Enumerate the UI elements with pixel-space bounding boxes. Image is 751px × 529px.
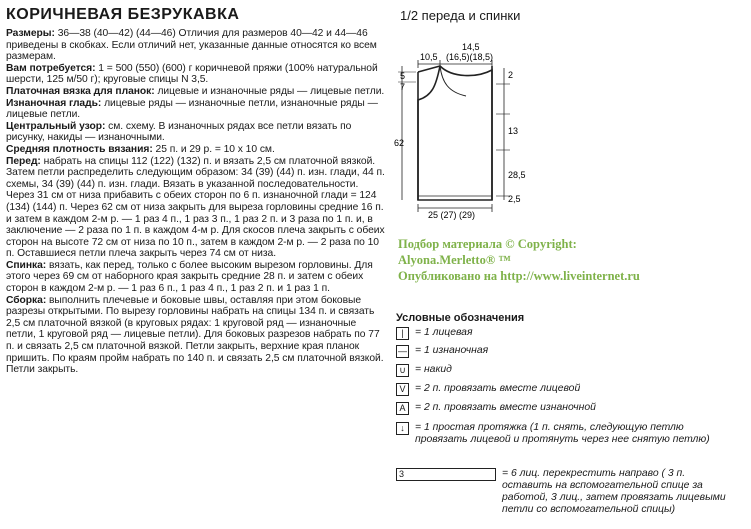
schematic-title: 1/2 переда и спинки xyxy=(400,8,521,23)
paragraph-front: Перед: набрать на спицы 112 (122) (132) п. и вязать 2,5 см платочной вязкой. Затем петли распределить следующим образом: 34 (39) (44) п. изн. глади, 44 п. схемы, 34 (39) (44) п. изн. глади. Вязать в указанной последовательности. Через 31 см от низа прибавить с обеих сторон по 6 п. изнаночной глади = 124 (134) (144) п. Через 62 см от низа закрыть для выреза горловины средние 16 п. и затем в каждом 2-м р. — 1 раз 4 п., 1 раз 3 п., 1 раз 2 п. и 3 раза по 1 п. и, в заключение — 2 раза по 1 п. в каждом 4-м р. Для скосов плеча закрыть с обеих сторон на высоте 72 см от низа по 10 п., затем в каждом 2-м р. — 2 раза по 10 п. Оставшиеся петли плеча закрыть через 74 см от низа. xyxy=(6,155,385,260)
dim-left-5: 5 xyxy=(400,71,406,81)
paragraph-reverse-stockinette: Изнаночная гладь: лицевые ряды — изнаночные петли, изнаночные ряды — лицевые петли. xyxy=(6,97,378,121)
dim-right-2-5: 2,5 xyxy=(508,194,521,204)
sk2p-symbol-icon: ↓ xyxy=(396,422,409,435)
legend-item-purl: — = 1 изнаночная xyxy=(398,345,489,356)
dim-left-62: 62 xyxy=(394,138,405,148)
legend-item-knit: | = 1 лицевая xyxy=(396,327,473,340)
page-title: КОРИЧНЕВАЯ БЕЗРУКАВКА xyxy=(6,6,240,23)
paragraph-central-pattern: Центральный узор: см. схему. В изнаночных рядах все петли вязать по рисунку, накиды — изнаночными. xyxy=(6,120,352,144)
legend-item-sk2p: ↓ = 1 простая протяжка (1 п. снять, следующую петлю провязать лицевой и протянуть через нее снятую петлю) xyxy=(396,422,746,446)
pattern-instructions xyxy=(6,6,386,376)
legend-item-p2tog: A = 2 п. провязать вместе изнаночной xyxy=(396,402,596,415)
k2tog-symbol-icon: V xyxy=(396,383,409,396)
paragraph-garter: Платочная вязка для планок: лицевые и изнаночные ряды — лицевые петли. xyxy=(6,85,385,97)
dim-right-28-5: 28,5 xyxy=(508,170,526,180)
legend-title: Условные обозначения xyxy=(396,312,525,324)
paragraph-back: Спинка: вязать, как перед, только с более высоким вырезом горловины. Для этого через 69 см от наборного края закрыть средние 28 п. и затем с обеих сторон в каждом 2-м р. — 1 раз 6 п., 1 раз 4 п., 1 раз 2 п. и 1 раз 1 п. xyxy=(6,259,373,295)
knit-symbol-icon: | xyxy=(396,327,409,340)
garment-outline xyxy=(418,66,492,200)
right-column xyxy=(392,0,751,529)
copyright-source: Опубликовано на http://www.liveinternet.ru xyxy=(398,269,640,283)
purl-symbol-icon: — xyxy=(398,346,407,356)
legend-item-cable: 3 = 6 лиц. перекрестить направо ( 3 п. оставить на вспомогательной спице за работой, 3 лиц., затем провязать лицевыми петли со вспомогательной спицы) xyxy=(396,468,751,516)
paragraph-materials: Вам потребуется: 1 = 500 (550) (600) г коричневой пряжи (100% натуральной шерсти, 125 м/50 г); круговые спицы N 3,5. xyxy=(6,62,378,86)
dim-right-2: 2 xyxy=(508,70,514,80)
instructions-body xyxy=(6,28,386,376)
paragraph-gauge: Средняя плотность вязания: 25 п. и 29 р. = 10 х 10 см. xyxy=(6,143,275,155)
legend-item-k2tog: V = 2 п. провязать вместе лицевой xyxy=(396,383,580,396)
p2tog-symbol-icon: A xyxy=(396,402,409,415)
dim-top-total: 14,5 xyxy=(462,42,480,52)
dim-right-13: 13 xyxy=(508,126,519,136)
copyright-line: Подбор материала © Copyright: xyxy=(398,237,577,251)
copyright-block xyxy=(398,236,640,284)
dim-shoulder: 10,5 xyxy=(420,52,438,62)
dim-left-7: 7 xyxy=(400,82,406,92)
copyright-author: Alyona.Merletto® ™ xyxy=(398,253,511,267)
dim-bottom: 25 (27) (29) xyxy=(428,210,476,220)
paragraph-sizes: Размеры: 36—38 (40—42) (44—46) Отличия для размеров 40—42 и 44—46 приведены в скобках. Если отличий нет, указанные данные относятся ко всем размерам. xyxy=(6,28,377,63)
legend-item-yarn-over: ∪ = накид xyxy=(396,364,452,377)
dim-top-sizes: (16,5)(18,5) xyxy=(446,52,494,62)
yarn-over-symbol-icon: ∪ xyxy=(396,364,409,377)
cable-symbol-icon: 3 xyxy=(396,468,496,481)
paragraph-assembly: Сборка: выполнить плечевые и боковые швы, оставляя при этом боковые разрезы открытыми. По вырезу горловины набрать на спицы 134 п. и связать 2,5 см платочной вязкой (в круговых рядах: 1 круговой ряд — изнаночные петли, 1 круговой ряд — лицевые петли). Для боковых разрезов набрать по 77 п. и связать 2,5 см платочной вязкой. Петли закрыть, верхние края планок пришить. По краям пройм набрать по 140 п. и связать 2,5 см платочной вязкой. Петли закрыть. xyxy=(6,294,384,376)
garment-schematic xyxy=(392,0,751,230)
